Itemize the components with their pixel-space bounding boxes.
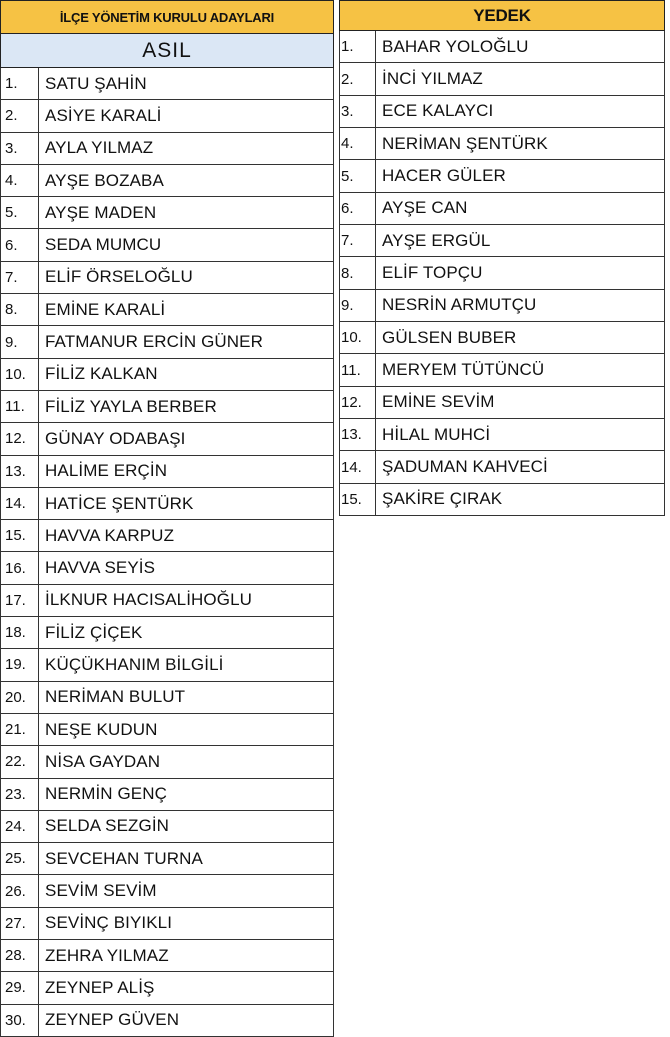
candidate-name: SEVCEHAN TURNA: [39, 843, 334, 874]
table-row: [0, 488, 334, 520]
candidate-name: ECE KALAYCI: [382, 101, 494, 121]
table-row: [0, 843, 334, 875]
candidate-name: FATMANUR ERCİN GÜNER: [39, 326, 334, 357]
table-row: [0, 294, 334, 326]
row-number: 13.: [1, 456, 39, 487]
table-row: [339, 63, 665, 95]
table-row: [0, 165, 334, 197]
candidate-name: ŞAKİRE ÇIRAK: [382, 489, 503, 509]
candidate-name: HALİME ERÇİN: [39, 456, 334, 487]
candidate-name: İLKNUR HACISALİHOĞLU: [39, 585, 334, 616]
row-number: 5.: [340, 160, 376, 191]
table-row: [339, 451, 665, 483]
candidate-name: NİSA GAYDAN: [39, 746, 334, 777]
candidate-name: FİLİZ KALKAN: [39, 359, 334, 390]
candidate-name: SEVİNÇ BIYIKLI: [39, 908, 334, 939]
candidate-name: HAVVA SEYİS: [39, 552, 334, 583]
row-number: 19.: [1, 649, 39, 680]
candidate-name: ELİF TOPÇU: [382, 263, 483, 283]
row-number: 4.: [1, 165, 39, 196]
table-row: [0, 520, 334, 552]
candidate-name: NERMİN GENÇ: [39, 779, 334, 810]
row-number: 29.: [1, 972, 39, 1003]
candidate-name: SEDA MUMCU: [39, 229, 334, 260]
table-row: [339, 290, 665, 322]
table-row: [0, 682, 334, 714]
table-row: [0, 746, 334, 778]
candidate-name: HİLAL MUHCİ: [382, 424, 491, 444]
asil-rows: [0, 68, 334, 1037]
table-row: [0, 779, 334, 811]
row-number: 7.: [340, 225, 376, 256]
table-row: [339, 354, 665, 386]
asil-candidates-table: [0, 0, 334, 1037]
row-number: 30.: [1, 1005, 39, 1036]
yedek-title: YEDEK: [339, 0, 665, 31]
row-number: 22.: [1, 746, 39, 777]
row-number: 14.: [340, 451, 376, 482]
candidate-name: GÜLSEN BUBER: [382, 327, 517, 347]
row-number: 1.: [1, 68, 39, 99]
table-row: [0, 197, 334, 229]
table-row: [0, 649, 334, 681]
table-row: [0, 940, 334, 972]
row-number: 9.: [1, 326, 39, 357]
table-row: [339, 31, 665, 63]
row-number: 11.: [340, 354, 376, 385]
row-number: 14.: [1, 488, 39, 519]
table-title: İLÇE YÖNETİM KURULU ADAYLARI: [0, 0, 334, 34]
row-number: 26.: [1, 875, 39, 906]
row-number: 16.: [1, 552, 39, 583]
row-number: 6.: [1, 229, 39, 260]
table-row: [0, 326, 334, 358]
row-number: 3.: [1, 133, 39, 164]
table-row: [0, 100, 334, 132]
table-row: [339, 128, 665, 160]
row-number: 12.: [340, 387, 376, 418]
candidate-name: EMİNE KARALİ: [39, 294, 334, 325]
row-number: 28.: [1, 940, 39, 971]
candidate-name: ASİYE KARALİ: [39, 100, 334, 131]
table-row: [339, 225, 665, 257]
row-number: 10.: [1, 359, 39, 390]
table-row: [0, 908, 334, 940]
asil-subheader: ASIL: [0, 34, 334, 68]
table-row: [0, 359, 334, 391]
candidate-name: HACER GÜLER: [382, 166, 506, 186]
row-number: 7.: [1, 262, 39, 293]
candidate-name: İNCİ YILMAZ: [382, 69, 483, 89]
table-row: [0, 1005, 334, 1037]
candidate-name: ELİF ÖRSELOĞLU: [39, 262, 334, 293]
table-row: [0, 133, 334, 165]
row-number: 15.: [340, 484, 376, 515]
row-number: 9.: [340, 290, 376, 321]
row-number: 17.: [1, 585, 39, 616]
candidate-name: NEŞE KUDUN: [39, 714, 334, 745]
row-number: 27.: [1, 908, 39, 939]
candidate-name: GÜNAY ODABAŞI: [39, 423, 334, 454]
row-number: 11.: [1, 391, 39, 422]
row-number: 24.: [1, 811, 39, 842]
table-row: [0, 714, 334, 746]
candidate-name: NERİMAN ŞENTÜRK: [382, 133, 548, 153]
row-number: 3.: [340, 96, 376, 127]
row-number: 12.: [1, 423, 39, 454]
candidate-name: ZEYNEP ALİŞ: [39, 972, 334, 1003]
table-row: [0, 875, 334, 907]
candidate-name: AYLA YILMAZ: [39, 133, 334, 164]
yedek-candidates-table: [339, 0, 665, 516]
candidate-name: HAVVA KARPUZ: [39, 520, 334, 551]
row-number: 25.: [1, 843, 39, 874]
row-number: 15.: [1, 520, 39, 551]
candidate-name: AYŞE MADEN: [39, 197, 334, 228]
row-number: 20.: [1, 682, 39, 713]
table-row: [0, 585, 334, 617]
candidate-name: BAHAR YOLOĞLU: [382, 36, 529, 56]
candidate-name: FİLİZ ÇİÇEK: [39, 617, 334, 648]
table-row: [339, 96, 665, 128]
table-row: [339, 484, 665, 516]
candidate-name: NERİMAN BULUT: [39, 682, 334, 713]
candidate-name: EMİNE SEVİM: [382, 392, 495, 412]
candidate-name: SEVİM SEVİM: [39, 875, 334, 906]
row-number: 18.: [1, 617, 39, 648]
row-number: 4.: [340, 128, 376, 159]
candidate-name: HATİCE ŞENTÜRK: [39, 488, 334, 519]
candidate-name: ZEYNEP GÜVEN: [39, 1005, 334, 1036]
table-row: [0, 423, 334, 455]
row-number: 5.: [1, 197, 39, 228]
row-number: 1.: [340, 31, 376, 62]
candidate-name: AYŞE CAN: [382, 198, 468, 218]
row-number: 2.: [1, 100, 39, 131]
table-row: [339, 387, 665, 419]
row-number: 6.: [340, 193, 376, 224]
candidate-name: ŞADUMAN KAHVECİ: [382, 457, 548, 477]
table-row: [339, 193, 665, 225]
table-row: [0, 456, 334, 488]
row-number: 8.: [1, 294, 39, 325]
candidate-name: AYŞE BOZABA: [39, 165, 334, 196]
table-row: [0, 972, 334, 1004]
yedek-rows: [339, 31, 665, 516]
candidate-name: ZEHRA YILMAZ: [39, 940, 334, 971]
candidate-name: AYŞE ERGÜL: [382, 230, 491, 250]
candidate-name: FİLİZ YAYLA BERBER: [39, 391, 334, 422]
table-row: [0, 811, 334, 843]
table-row: [0, 617, 334, 649]
row-number: 8.: [340, 257, 376, 288]
table-row: [339, 322, 665, 354]
table-row: [339, 160, 665, 192]
candidate-name: SATU ŞAHİN: [39, 68, 334, 99]
table-row: [0, 391, 334, 423]
row-number: 2.: [340, 63, 376, 94]
table-row: [0, 68, 334, 100]
row-number: 23.: [1, 779, 39, 810]
candidate-name: MERYEM TÜTÜNCÜ: [382, 360, 545, 380]
row-number: 21.: [1, 714, 39, 745]
row-number: 10.: [340, 322, 376, 353]
candidate-name: KÜÇÜKHANIM BİLGİLİ: [39, 649, 334, 680]
table-row: [0, 229, 334, 261]
row-number: 13.: [340, 419, 376, 450]
table-row: [0, 262, 334, 294]
candidate-name: NESRİN ARMUTÇU: [382, 295, 537, 315]
table-row: [339, 257, 665, 289]
table-row: [0, 552, 334, 584]
candidate-name: SELDA SEZGİN: [39, 811, 334, 842]
table-row: [339, 419, 665, 451]
